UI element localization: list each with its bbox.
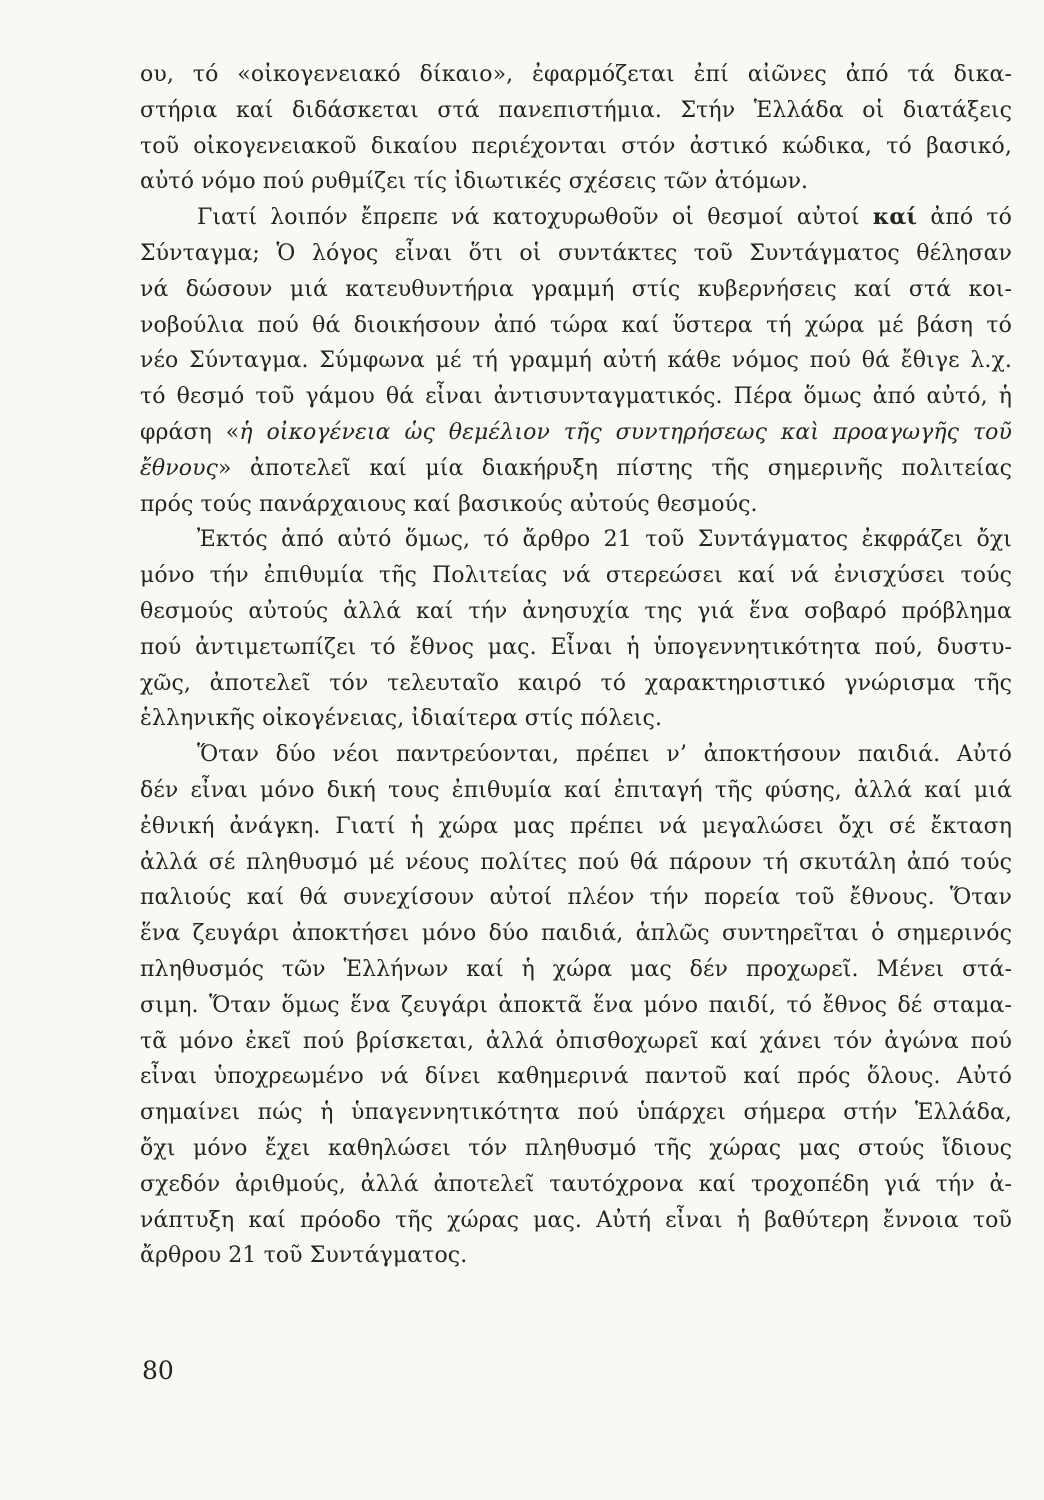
text-segment: παλιούς καί θά συνεχίσουν αὐτοί πλέον τήν πορεία τοῦ ἔθνους. Ὅταν bbox=[140, 885, 1012, 911]
paragraph bbox=[140, 200, 1012, 522]
text-line bbox=[140, 272, 1012, 308]
text-segment: δέν εἶναι μόνο δική τους ἐπιθυμία καί ἐπιταγή τῆς φύσης, ἀλλά καί μιά bbox=[140, 777, 1012, 803]
text-line bbox=[140, 880, 1012, 916]
text-segment: ὄχι μόνο ἔχει καθηλώσει τόν πληθυσμό τῆς χώρας μας στούς ἴδιους bbox=[140, 1135, 1012, 1161]
text-line bbox=[140, 701, 1012, 737]
text-line bbox=[140, 952, 1012, 988]
text-line bbox=[140, 737, 1012, 773]
text-segment: σιμη. Ὅταν ὅμως ἕνα ζευγάρι ἀποκτᾶ ἕνα μόνο παιδί, τό ἔθνος δέ σταμα- bbox=[140, 992, 1012, 1018]
text-line bbox=[140, 630, 1012, 666]
text-segment: τό θεσμό τοῦ γάμου θά εἶναι ἀντισυνταγματικός. Πέρα ὅμως ἀπό αὐτό, ἡ bbox=[140, 384, 1012, 410]
text-line bbox=[140, 236, 1012, 272]
text-segment: ἀλλά σέ πληθυσμό μέ νέους πολίτες πού θά πάρουν τή σκυτάλη ἀπό τούς bbox=[140, 849, 1012, 875]
text-segment: χῶς, ἀποτελεῖ τόν τελευταῖο καιρό τό χαρακτηριστικό γνώρισμα τῆς bbox=[140, 670, 1012, 696]
text-segment: ἕνα ζευγάρι ἀποκτήσει μόνο δύο παιδιά, ἁπλῶς συντηρεῖται ὁ σημερινός bbox=[140, 921, 1012, 947]
text-segment: ου, τό «οἰκογενειακό δίκαιο», ἐφαρμόζεται ἐπί αἰῶνες ἀπό τά δικα- bbox=[140, 62, 1012, 87]
text-segment: ἡ οἰκογένεια ὡς θεμέλιον τῆς συντηρήσεως καὶ προαγωγῆς τοῦ bbox=[239, 419, 1012, 445]
text-segment: ἐθνική ἀνάγκη. Γιατί ἡ χώρα μας πρέπει νά μεγαλώσει ὄχι σέ ἔκταση bbox=[140, 813, 1012, 839]
text-line bbox=[140, 809, 1012, 845]
text-segment: Ὅταν δύο νέοι παντρεύονται, πρέπει ν’ ἀποκτήσουν παιδιά. Αὐτό bbox=[197, 742, 1012, 768]
paragraph bbox=[140, 737, 1012, 1274]
text-line bbox=[140, 845, 1012, 881]
paragraph bbox=[140, 57, 1012, 200]
page-number: 80 bbox=[142, 1356, 174, 1385]
text-line bbox=[140, 343, 1012, 379]
text-segment: τοῦ οἰκογενειακοῦ δικαίου περιέχονται στόν ἀστικό κώδικα, τό βασικό, bbox=[140, 133, 1012, 159]
text-segment: Γιατί λοιπόν ἔπρεπε νά κατοχυρωθοῦν οἱ θεσμοί αὐτοί bbox=[197, 205, 873, 231]
text-line bbox=[140, 129, 1012, 165]
text-line bbox=[140, 1203, 1012, 1239]
text-segment: νοβούλια πού θά διοικήσουν ἀπό τώρα καί ὕστερα τή χώρα μέ βάση τό bbox=[140, 312, 1012, 338]
text-segment: ἄρθρου 21 τοῦ Συντάγματος. bbox=[140, 1243, 468, 1269]
text-segment: ἑλληνικῆς οἰκογένειας, ἰδιαίτερα στίς πόλεις. bbox=[140, 706, 663, 732]
text-segment: αὐτό νόμο πού ρυθμίζει τίς ἰδιωτικές σχέσεις τῶν ἀτόμων. bbox=[140, 169, 809, 195]
text-segment: τᾶ μόνο ἐκεῖ πού βρίσκεται, ἀλλά ὀπισθοχωρεῖ καί χάνει τόν ἀγώνα πού bbox=[140, 1028, 1012, 1054]
paragraph bbox=[140, 522, 1012, 737]
text-line bbox=[140, 522, 1012, 558]
text-line bbox=[140, 1167, 1012, 1203]
text-line bbox=[140, 379, 1012, 415]
text-line bbox=[140, 773, 1012, 809]
text-segment: Ἐκτός ἀπό αὐτό ὅμως, τό ἄρθρο 21 τοῦ Συντάγματος ἐκφράζει ὄχι bbox=[197, 527, 1012, 553]
text-line bbox=[140, 57, 1012, 93]
text-line bbox=[140, 1059, 1012, 1095]
text-line bbox=[140, 666, 1012, 702]
text-segment: σχεδόν ἀριθμούς, ἀλλά ἀποτελεῖ ταυτόχρονα καί τροχοπέδη γιά τήν ἀ- bbox=[140, 1171, 1012, 1197]
text-line bbox=[140, 1024, 1012, 1060]
text-segment: πληθυσμός τῶν Ἑλλήνων καί ἡ χώρα μας δέν προχωρεῖ. Μένει στά- bbox=[140, 956, 1012, 982]
text-line bbox=[140, 93, 1012, 129]
text-line bbox=[140, 1131, 1012, 1167]
text-segment: θεσμούς αὐτούς ἀλλά καί τήν ἀνησυχία της γιά ἕνα σοβαρό πρόβλημα bbox=[140, 598, 1012, 624]
text-segment: πού ἀντιμετωπίζει τό ἔθνος μας. Εἶναι ἡ ὑπογεννητικότητα πού, δυστυ- bbox=[140, 634, 1012, 660]
text-line bbox=[140, 594, 1012, 630]
text-line bbox=[140, 558, 1012, 594]
text-line bbox=[140, 308, 1012, 344]
text-line bbox=[140, 415, 1012, 451]
text-segment: νέο Σύνταγμα. Σύμφωνα μέ τή γραμμή αὐτή κάθε νόμος πού θά ἔθιγε λ.χ. bbox=[140, 348, 1012, 374]
text-segment: φράση « bbox=[140, 419, 240, 445]
text-segment: καί bbox=[872, 204, 918, 231]
text-segment: σημαίνει πώς ἡ ὑπαγεννητικότητα πού ὑπάρχει σήμερα στήν Ἑλλάδα, bbox=[140, 1100, 1012, 1126]
text-segment: νάπτυξη καί πρόοδο τῆς χώρας μας. Αὐτή εἶναι ἡ βαθύτερη ἔννοια τοῦ bbox=[140, 1207, 1012, 1233]
text-line bbox=[140, 988, 1012, 1024]
text-segment: νά δώσουν μιά κατευθυντήρια γραμμή στίς κυβερνήσεις καί στά κοι- bbox=[140, 276, 1012, 302]
text-line bbox=[140, 1095, 1012, 1131]
text-line bbox=[140, 487, 1012, 523]
text-segment: στήρια καί διδάσκεται στά πανεπιστήμια. Στήν Ἑλλάδα οἱ διατάξεις bbox=[140, 97, 1012, 123]
text-line bbox=[140, 1238, 1012, 1274]
text-segment: ἀπό τό bbox=[917, 205, 1012, 231]
text-line bbox=[140, 916, 1012, 952]
text-segment: πρός τούς πανάρχαιους καί βασικούς αὐτούς θεσμούς. bbox=[140, 491, 758, 517]
text-segment: εἶναι ὑποχρεωμένο νά δίνει καθημερινά παντοῦ καί πρός ὅλους. Αὐτό bbox=[140, 1064, 1012, 1090]
text-line bbox=[140, 164, 1012, 200]
text-block bbox=[140, 57, 1012, 1274]
text-segment: ἔθνους bbox=[140, 455, 218, 481]
text-line bbox=[140, 200, 1012, 236]
text-line bbox=[140, 451, 1012, 487]
text-segment: Σύνταγμα; Ὁ λόγος εἶναι ὅτι οἱ συντάκτες τοῦ Συντάγματος θέλησαν bbox=[140, 240, 1012, 266]
text-segment: μόνο τήν ἐπιθυμία τῆς Πολιτείας νά στερεώσει καί νά ἐνισχύσει τούς bbox=[140, 563, 1012, 589]
text-segment: » ἀποτελεῖ καί μία διακήρυξη πίστης τῆς σημερινῆς πολιτείας bbox=[217, 455, 1012, 481]
